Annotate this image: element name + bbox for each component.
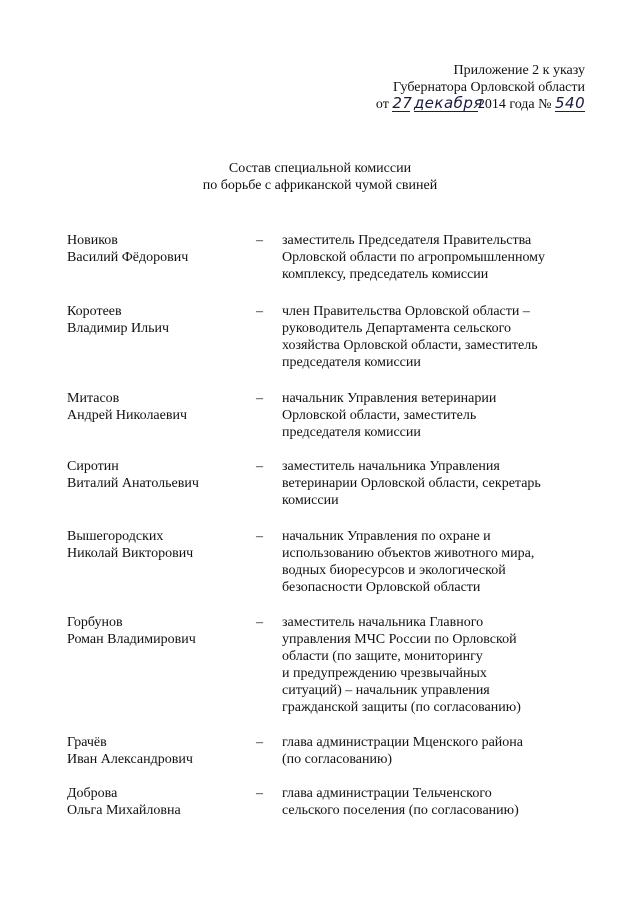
role-line: водных биоресурсов и экологической (282, 563, 506, 578)
member-given-names: Роман Владимирович (67, 632, 196, 647)
member-given-names: Николай Викторович (67, 546, 194, 561)
role-line: (по согласованию) (282, 752, 393, 767)
member-role (282, 734, 572, 768)
member-dash: – (256, 304, 263, 319)
title-line-1: Состав специальной комиссии (228, 161, 412, 176)
role-line: заместитель Председателя Правительства (282, 233, 532, 248)
member-given-names: Иван Александрович (67, 752, 193, 767)
role-line: начальник Управления ветеринарии (282, 391, 497, 406)
member-name (67, 390, 247, 424)
member-name (67, 458, 247, 492)
member-given-names: Андрей Николаевич (67, 408, 187, 423)
member-dash: – (256, 615, 263, 630)
role-line: Орловской области, заместитель (282, 408, 477, 423)
role-line: безопасности Орловской области (282, 580, 481, 595)
role-line: использованию объектов животного мира, (282, 546, 535, 561)
member-name (67, 528, 247, 562)
member-dash: – (256, 459, 263, 474)
member-surname: Горбунов (67, 615, 123, 630)
member-role (282, 458, 572, 509)
member-given-names: Василий Фёдорович (67, 250, 189, 265)
role-line: руководитель Департамента сельского (282, 321, 512, 336)
role-line: председателя комиссии (282, 425, 421, 440)
role-line: заместитель начальника Управления (282, 459, 500, 474)
member-role (282, 528, 572, 596)
document-title (0, 160, 640, 194)
role-line: член Правительства Орловской области – (282, 304, 530, 319)
member-dash: – (256, 529, 263, 544)
date-year-text: 2014 года № (477, 97, 552, 112)
member-name (67, 734, 247, 768)
role-line: управления МЧС России по Орловской (282, 632, 517, 647)
member-role (282, 303, 572, 371)
member-surname: Грачёв (67, 735, 107, 750)
member-surname: Сиротин (67, 459, 119, 474)
role-line: председателя комиссии (282, 355, 421, 370)
role-line: области (по защите, мониторингу (282, 649, 483, 664)
role-line: сельского поселения (по согласованию) (282, 803, 519, 818)
member-dash: – (256, 391, 263, 406)
member-dash: – (256, 233, 263, 248)
role-line: комплексу, председатель комиссии (282, 267, 489, 282)
handwritten-number: 540 (555, 94, 586, 112)
member-name (67, 785, 247, 819)
appendix-line-1: Приложение 2 к указу (453, 63, 585, 78)
appendix-line-2: Губернатора Орловской области (392, 80, 585, 95)
role-line: и предупреждению чрезвычайных (282, 666, 487, 681)
appendix-date-line (355, 96, 585, 113)
member-role (282, 232, 572, 283)
member-name (67, 614, 247, 648)
appendix-header (355, 62, 585, 113)
member-surname: Новиков (67, 233, 118, 248)
date-prefix: от (375, 97, 389, 112)
handwritten-month: декабря (413, 94, 483, 112)
member-surname: Коротеев (67, 304, 122, 319)
role-line: глава администрации Мценского района (282, 735, 523, 750)
role-line: глава администрации Тельченского (282, 786, 492, 801)
member-given-names: Владимир Ильич (67, 321, 170, 336)
member-dash: – (256, 786, 263, 801)
title-line-2: по борьбе с африканской чумой свиней (202, 178, 438, 193)
member-role (282, 614, 572, 716)
role-line: Орловской области по агропромышленному (282, 250, 546, 265)
role-line: комиссии (282, 493, 339, 508)
role-line: начальник Управления по охране и (282, 529, 491, 544)
member-dash: – (256, 735, 263, 750)
member-name (67, 232, 247, 266)
member-surname: Доброва (67, 786, 118, 801)
role-line: заместитель начальника Главного (282, 615, 484, 630)
member-name (67, 303, 247, 337)
member-surname: Вышегородских (67, 529, 164, 544)
handwritten-day: 27 (392, 94, 413, 112)
role-line: ситуаций) – начальник управления (282, 683, 490, 698)
role-line: ветеринарии Орловской области, секретарь (282, 476, 541, 491)
role-line: хозяйства Орловской области, заместитель (282, 338, 538, 353)
member-surname: Митасов (67, 391, 120, 406)
member-role (282, 785, 572, 819)
member-given-names: Виталий Анатольевич (67, 476, 199, 491)
role-line: гражданской защиты (по согласованию) (282, 700, 521, 715)
member-given-names: Ольга Михайловна (67, 803, 181, 818)
member-role (282, 390, 572, 441)
